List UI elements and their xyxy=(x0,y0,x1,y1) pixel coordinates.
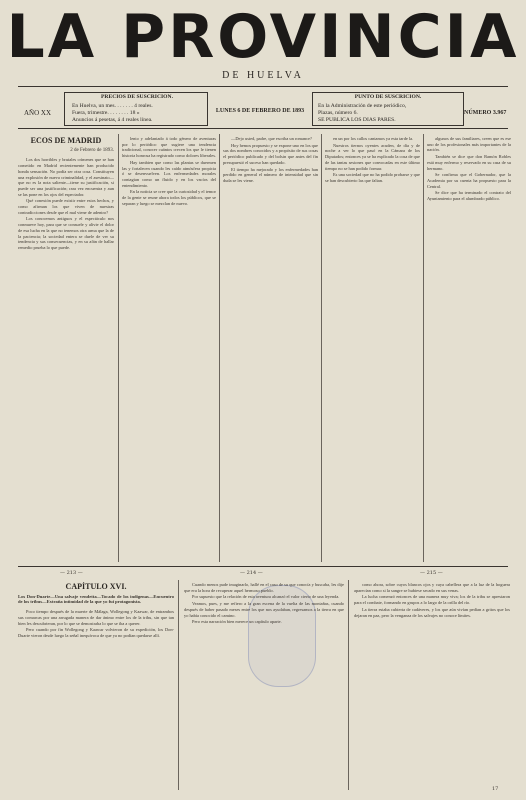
article-column xyxy=(325,136,420,561)
chapter-summary: Los Don-Duarte—Una salvaje vendetta—Tocado de los indígenas—Encuentro de los tribus—Extraña intimidad de la que yo fuí protagonista. xyxy=(18,593,174,605)
header-rule-top xyxy=(18,86,508,87)
column-divider xyxy=(321,134,322,562)
article-paragraph: Veamos, pues, y me refiero a la gran escena de la vuelta de las montañas, cuando después de haber pasado meses entre los que nos ayudaban, regresamos a la tierra en que yo había conocido el camino. xyxy=(184,601,344,618)
header-rule-bottom xyxy=(18,128,508,129)
article-paragraph: Nuestros tiernos oyentes acuden, de día y de noche a ver lo que pasó en la Cámara de los Diputados; entonces ya se ha explicado la cosa de que de las tantas sesiones que convocadas en este último tiempo no se han podido formar. xyxy=(325,142,420,171)
subscription-title: PRECIOS DE SUSCRICION. xyxy=(101,94,173,100)
article-paragraph: Hay tambien que como las plantas se duermen las y fortalecen cuando les caído atmósfera propicia ó se desenvuelven. Los enfermedades morales contagian como un fluido y en los vacíos del entendimiento. xyxy=(122,159,216,188)
article-paragraph: Cuando menos pude imaginarlo, hallé en el caso de su que conocía y buscaba, les dije que era la hora de recuperar aquel hermoso pueblo. xyxy=(184,582,344,593)
article-paragraph: El tiempo ha mejorado y los enfermedades han perdido en general el número de intensidad que sin duda se les viene. xyxy=(223,166,318,183)
subscription-line-1: En Huelva, un mes. . . . . . . 4 reales. xyxy=(72,103,153,109)
article-paragraph: Los conocemos antiguos y el espectáculo nos conmueve hoy, para que se consuele y alivie el dolor de esa lucha en la que no tenemos otra arma que la de la paciencia; la sociedad entera se duele de ver su tendencia y sus consecuencias, y en su afán de hallar remedio prueba lo que puede. xyxy=(18,216,114,250)
article-paragraph: Poco tiempo después de la muerte de Málaga, Wollegong y Kaawar, de entrambos sus comarcas por una arrugada manera de dar ánimo entre los de la tribu, sin que tan bien les descubrieran, por lo que se demostraba lo que se iba a querer. xyxy=(18,609,174,626)
folletin-column xyxy=(18,582,174,790)
article-column xyxy=(223,136,318,561)
article-column xyxy=(427,136,511,561)
article-paragraph: Pero cuando por fin Wollegong y Kaawar volvieron de su expedición, los Don-Duarte vieron desde luego la señal inequívoca de que ya no podían quedarse allí. xyxy=(18,627,174,638)
column-divider xyxy=(423,134,424,562)
article-paragraph: También se dice que don Ramón Robles está muy enfermo y reservado en su casa de su hermano. xyxy=(427,154,511,171)
page-number-left: — 213 — xyxy=(60,570,83,576)
column-divider xyxy=(219,134,220,562)
column-divider xyxy=(118,134,119,562)
article-paragraph: Por supuesto que la relación de esta aventura alcanzó el valor cierto de una leyenda. xyxy=(192,594,340,600)
article-paragraph: La lucha comenzó entonces de una manera muy viva; los de la tribu se aprestaron para el combate, formando en grupos a lo largo de la orilla del río. xyxy=(354,594,510,606)
folletin-column xyxy=(184,582,344,790)
page-number-right: — 215 — xyxy=(420,570,443,576)
article-paragraph: Los dos horribles y brutales crímenes que se han cometido en Madrid recientemente han producido honda sensación. No podía ser otra cosa. Constituyen una explosión de nueva criminalidad, y el asesinato—que no es la nota saliente—tiene su justificación, si puede ser una justificación; rara vez encuentra y aun se las pone en los ojos del espectador. xyxy=(18,157,114,197)
year-label: AÑO XX xyxy=(24,109,52,117)
article-paragraph: En la noticia se cree que la curiosidad y el temor de la gente se reune ahora todos los públicos, que se separan y luego se mezclan de nuevo. xyxy=(122,189,216,206)
article-paragraph: La tierra estaba cubierta de cadáveres, y los que aún vivían pedían a gritos que los dejaran en paz, pero la venganza de los salvajes no conoce límites. xyxy=(354,606,510,618)
subscription-point-line-3: SE PUBLICA LOS DIAS PARES. xyxy=(318,117,396,123)
subscription-point-title: PUNTO DE SUSCRICION. xyxy=(354,94,422,100)
article-paragraph: —Dejo usted, padre, que escriba un romance? xyxy=(231,136,312,141)
article-paragraph: lento y adelantado á todo género de aventuras por lo periódico que sugiere una tendencia tradicional, conocer cuántos crecen los que le tienen historia honrosa ha registrado como dolores liberales. xyxy=(122,136,216,159)
column-divider xyxy=(178,580,179,790)
article-column xyxy=(18,136,114,561)
masthead-subtitle: DE HUELVA xyxy=(222,70,304,81)
folletin-rule xyxy=(18,566,508,567)
folletin-column xyxy=(354,582,510,782)
subscription-point-line-1: En la Administración de este periódico, xyxy=(318,103,407,109)
footer-mark: 17 xyxy=(492,786,499,792)
article-paragraph: en un por los callos cantamos ya esta tarde la. xyxy=(333,136,414,141)
masthead-title: LA PROVINCIA xyxy=(6,2,520,72)
article-paragraph: Pero esta narración bien merece un capítulo aparte. xyxy=(192,619,282,625)
page-number-middle: — 214 — xyxy=(240,570,263,576)
article-paragraph: Qué conexión puede existir entre estos hechos, y como afirman los que viven de nuestras contradicciones desde que el mal viene de adentro? xyxy=(18,198,114,215)
article-dateline: 2 de Febrero de 1893. xyxy=(70,147,114,153)
article-paragraph: Hoy hemos propuesto y se expone uno en los que sus dos nombres conocidos y a propósito de sus cosas el periódico publicado y del bolsin que antes del fin presupuestó el suceso han quedado. xyxy=(223,142,318,165)
chapter-heading: CAPÍTULO XVI. xyxy=(65,582,127,591)
article-column xyxy=(122,136,216,561)
column-divider xyxy=(348,580,349,790)
subscription-line-3: Anuncios á pesetas, á 4 reales línea. xyxy=(72,117,153,123)
article-paragraph: Se confirma que el Gobernador, que la Academia por su cuenta ha propuesto para la Central. xyxy=(427,172,511,189)
subscription-point-line-2: Plazas, número 6. xyxy=(318,110,358,116)
article-paragraph: como ahora, sobre cuyos blancos ojos y cuya cabellera que a la luz de la hoguera aparecían como si la sangre se hubiese secado en sus venas. xyxy=(354,582,510,593)
article-paragraph: Se dice que ha terminado el contrato del Ayuntamiento para el alumbrado público. xyxy=(427,190,511,202)
article-paragraph: algunos de sus familiares, creen que es ese uno de los profesionales más importantes de la nación. xyxy=(427,136,511,153)
issue-date: LUNES 6 DE FEBRERO DE 1893 xyxy=(215,108,305,114)
issue-number: NÚMERO 3.967 xyxy=(464,110,507,116)
article-heading: ECOS DE MADRID xyxy=(30,136,102,145)
article-paragraph: Es una sociedad que no ha podido probarse y que se han descubierto las que faltan. xyxy=(325,172,420,183)
subscription-line-2: Fuera, trimestre. . . . . . . . 18 » xyxy=(72,110,140,116)
